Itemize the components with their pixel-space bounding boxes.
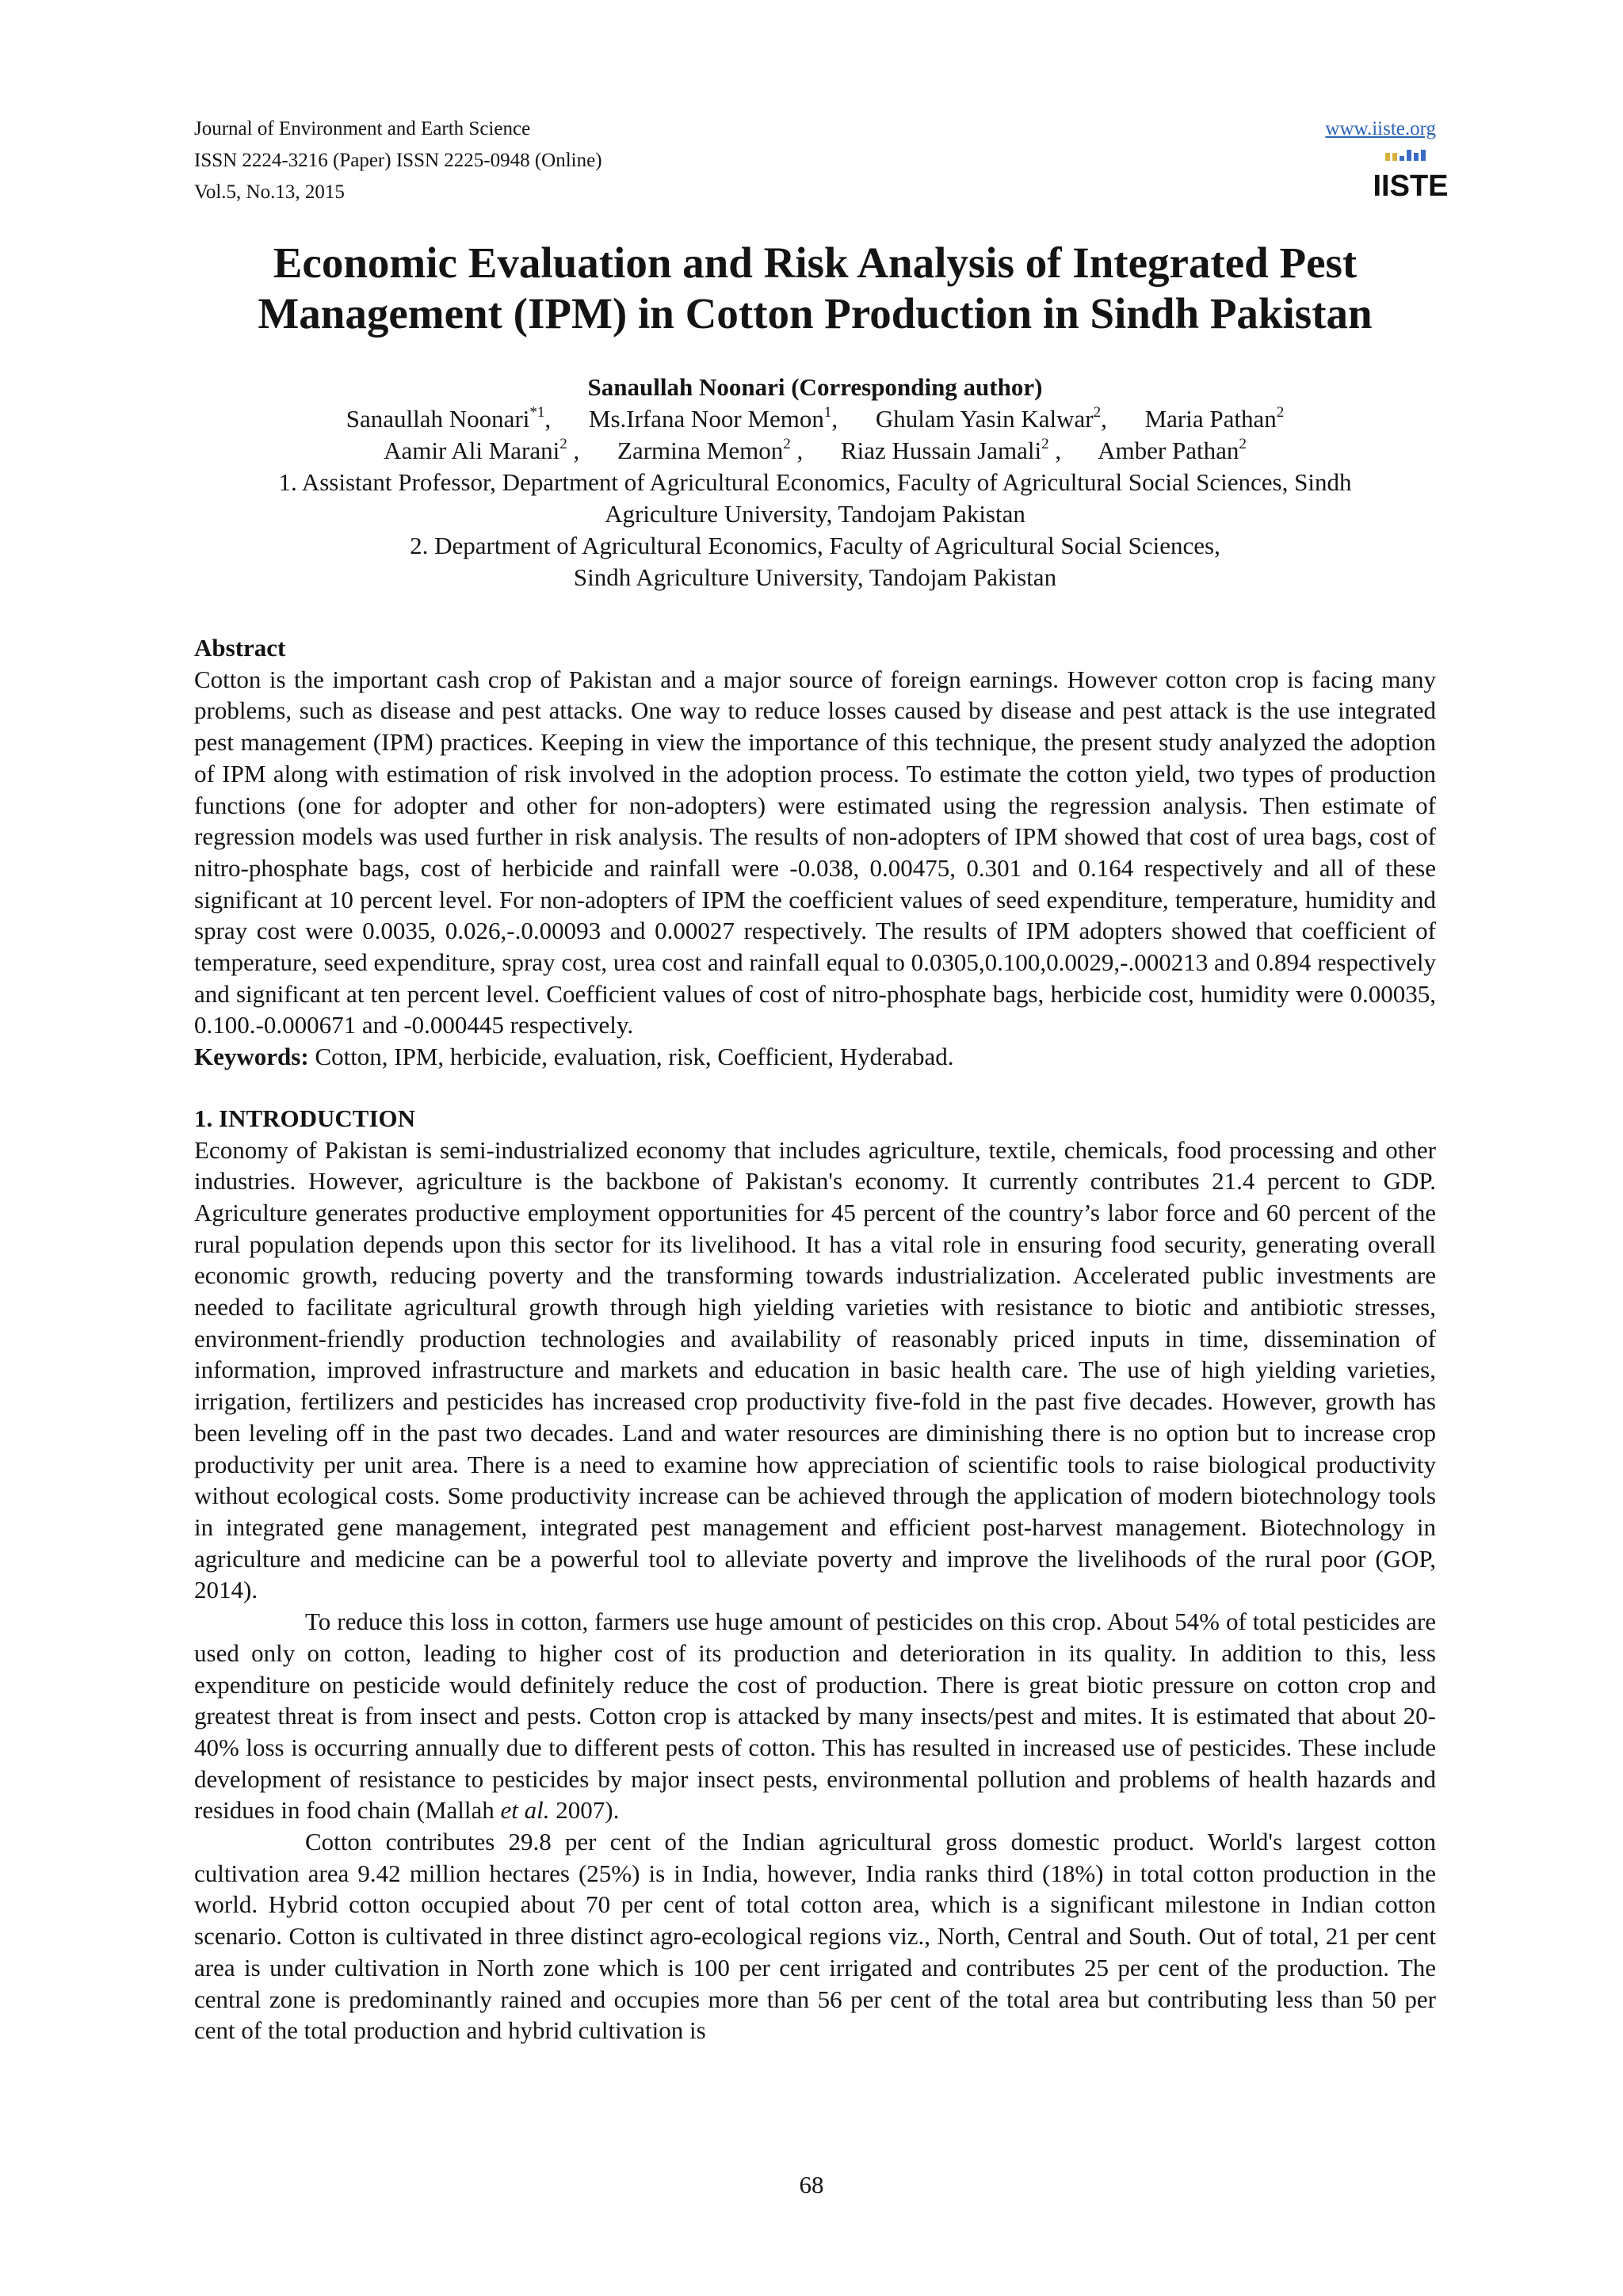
journal-name: Journal of Environment and Earth Science (194, 118, 531, 139)
author-name: Riaz Hussain Jamali (840, 437, 1042, 464)
affiliation-line: 1. Assistant Professor, Department of Agricultural Economics, Faculty of Agricultural Social Sciences, Sindh (278, 468, 1352, 496)
author-affiliation-mark: 2 (559, 435, 567, 452)
author-separator: , (544, 405, 552, 433)
intro-paragraph-3: Cotton contributes 29.8 per cent of the Indian agricultural gross domestic product. World's largest cotton cultivation area 9.42 million hectares (25%) is in India, however, India ranks third (18%) in total cotton production in the world. Hybrid cotton occupied about 70 per cent of total cotton area, which is a significant milestone in Indian cotton scenario. Cotton is cultivated in three distinct agro-ecological regions viz., North, Central and South. Out of total, 21 per cent area is under cultivation in North zone which is 100 per cent irrigated and contributes 25 per cent of the production. The central zone is predominantly rained and occupies more than 56 per cent of the total area but contributing less than 50 per cent of the total production and hybrid cultivation is (194, 1828, 1436, 2045)
iiste-logo (1373, 148, 1449, 203)
abstract-text: Cotton is the important cash crop of Pakistan and a major source of foreign earnings. However cotton crop is facing many problems, such as disease and pest attacks. One way to reduce losses caused by disease and pest attack is the use integrated pest management (IPM) practices. Keeping in view the importance of this technique, the present study analyzed the adoption of IPM along with estimation of risk involved in the adoption process. To estimate the cotton yield, two types of production functions (one for adopter and other for non-adopters) were estimated using the regression analysis. Then estimate of regression models was used further in risk analysis. The results of non-adopters of IPM showed that cost of urea bags, cost of nitro-phosphate bags, cost of herbicide and rainfall were -0.038, 0.00475, 0.301 and 0.164 respectively and all of these significant at 10 percent level. For non-adopters of IPM the coefficient values of seed expenditure, temperature, humidity and spray cost were 0.0035, 0.026,-.0.00093 and 0.00027 respectively. The results of IPM adopters showed that coefficient of temperature, seed expenditure, spray cost, urea cost and rainfall equal to 0.0305,0.100,0.0029,-.000213 and 0.894 respectively and significant at ten percent level. Coefficient values of cost of nitro-phosphate bags, herbicide cost, humidity were 0.00035, 0.100.-0.000671 and -0.000445 respectively. (194, 665, 1436, 1039)
author-separator: , (831, 405, 838, 433)
author-affiliation-mark: 2 (783, 435, 791, 452)
author-row-1 (194, 403, 1436, 435)
author-affiliation-mark: 2 (1093, 403, 1102, 421)
author-row-2 (194, 435, 1436, 467)
author-affiliation-mark: 2 (1239, 435, 1247, 452)
intro-paragraph-2-end: 2007). (549, 1796, 620, 1825)
author-separator: , (567, 437, 580, 464)
affiliation-line: Sindh Agriculture University, Tandojam Pakistan (573, 563, 1057, 591)
author-name: Aamir Ali Marani (384, 437, 560, 464)
publisher-block (1325, 113, 1449, 203)
abstract-heading: Abstract (194, 634, 286, 662)
intro-paragraph-2 (194, 1606, 1436, 1826)
author-affiliation-mark: 2 (1276, 403, 1285, 421)
corresponding-author: Sanaullah Noonari (Corresponding author) (587, 373, 1043, 401)
author-name: Zarmina Memon (617, 437, 784, 464)
author-name: Amber Pathan (1098, 437, 1239, 464)
introduction-heading: 1. INTRODUCTION (194, 1104, 416, 1132)
affiliation-line: 2. Department of Agricultural Economics, Faculty of Agricultural Social Sciences, (410, 532, 1220, 559)
paper-title: Economic Evaluation and Risk Analysis of Integrated Pest Management (IPM) in Cotton Production in Sindh Pakistan (258, 238, 1373, 338)
citation-etal: et al. (500, 1796, 550, 1825)
keywords-text: Cotton, IPM, herbicide, evaluation, risk, Coefficient, Hyderabad. (308, 1043, 954, 1071)
author-affiliation-mark: *1 (529, 403, 545, 421)
author-block (194, 372, 1436, 593)
author-name: Maria Pathan (1144, 405, 1277, 433)
paper-body (194, 632, 1436, 2046)
author-affiliation-mark: 2 (1041, 435, 1049, 452)
journal-issn: ISSN 2224-3216 (Paper) ISSN 2225-0948 (Online) (194, 150, 602, 171)
journal-header (194, 113, 602, 208)
author-name: Sanaullah Noonari (346, 405, 530, 433)
keywords-label: Keywords: (194, 1043, 309, 1071)
intro-paragraph-2-text: To reduce this loss in cotton, farmers use huge amount of pesticides on this crop. About 54% of total pesticides are used only on cotton, leading to higher cost of its production and deterioration in its quality. In addition to this, less expenditure on pesticide would definitely reduce the cost of production. There is great biotic pressure on cotton crop and greatest threat is from insect and pests. Cotton crop is attacked by many insects/pest and mites. It is estimated that about 20-40% loss is occurring annually due to different pests of cotton. This has resulted in increased use of pesticides. These include development of resistance to pesticides by major insect pests, environmental pollution and problems of health hazards and residues in food chain (Mallah (194, 1608, 1436, 1825)
author-name: Ms.Irfana Noor Memon (588, 405, 824, 433)
affiliation-line: Agriculture University, Tandojam Pakistan (605, 500, 1025, 528)
journal-volume: Vol.5, No.13, 2015 (194, 181, 345, 203)
author-affiliation-mark: 1 (823, 403, 832, 421)
page-number: 68 (799, 2171, 824, 2199)
author-name: Ghulam Yasin Kalwar (875, 405, 1094, 433)
keywords-line (194, 1041, 1436, 1073)
publisher-link[interactable]: www.iiste.org (1325, 118, 1436, 139)
author-separator: , (1048, 437, 1062, 464)
author-separator: , (790, 437, 804, 464)
logo-text: IISTE (1373, 170, 1449, 203)
intro-paragraph-1: Economy of Pakistan is semi-industrialized economy that includes agriculture, textile, chemicals, food processing and other industries. However, agriculture is the backbone of Pakistan's economy. It currently contributes 21.4 percent to GDP. Agriculture generates productive employment opportunities for 45 percent of the country’s labor force and 60 percent of the rural population depends upon this sector for its livelihood. It has a vital role in ensuring food security, generating overall economic growth, reducing poverty and the transforming towards industrialization. Accelerated public investments are needed to facilitate agricultural growth through high yielding varieties with resistance to biotic and antibiotic stresses, environment-friendly production technologies and availability of reasonably priced inputs in time, dissemination of information, improved infrastructure and markets and education in basic health care. The use of high yielding varieties, irrigation, fertilizers and pesticides has increased crop productivity five-fold in the past five decades. However, growth has been leveling off in the past two decades. Land and water resources are diminishing there is no option but to increase crop productivity per unit area. There is a need to examine how appreciation of scientific tools to raise biological productivity without ecological costs. Some productivity increase can be achieved through the application of modern biotechnology tools in integrated gene management, integrated pest management and efficient post-harvest management. Biotechnology in agriculture and medicine can be a powerful tool to alleviate poverty and improve the livelihoods of the rural poor (GOP, 2014). (194, 1135, 1436, 1604)
author-separator: , (1101, 405, 1107, 433)
